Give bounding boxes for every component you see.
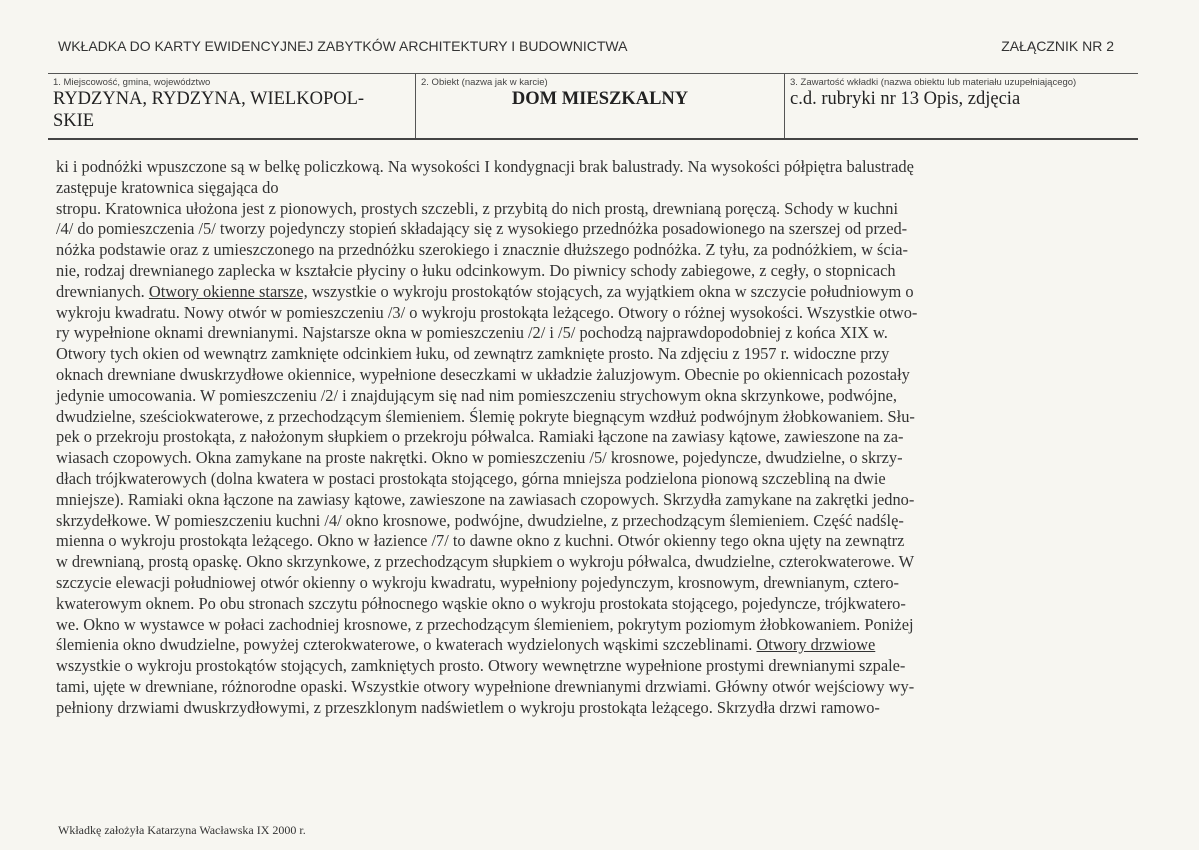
attachment-number: ZAŁĄCZNIK NR 2 bbox=[1001, 38, 1114, 54]
content-label: 3. Zawartość wkładki (nazwa obiektu lub materiału uzupełniającego) bbox=[790, 77, 1077, 88]
text-segment: drewnianych. bbox=[56, 281, 149, 301]
text-line: w drewnianą, prostą opaskę. Okno skrzynkowe, z przechodzącym słupkiem o wykroju półwalca, dwudzielne, czterokwaterowe. W bbox=[56, 552, 915, 572]
header-fields-table bbox=[48, 73, 1138, 140]
text-line bbox=[56, 635, 1096, 656]
content-field bbox=[785, 74, 1138, 138]
location-label: 1. Miejscowość, gmina, województwo bbox=[53, 77, 211, 88]
windows-heading: Otwory okienne starsze, bbox=[148, 281, 308, 301]
text-line: Otwory tych okien od wewnątrz zamknięte odcinkiem łuku, od zewnątrz zamknięte prosto. Na zdjęciu z 1957 r. widoczne przy bbox=[56, 344, 890, 364]
text-line: dłach trójkwaterowych (dolna kwatera w postaci prostokąta stojącego, górna mniejsza podzielona pionową szczebliną na dwie bbox=[56, 468, 886, 488]
object-value: DOM MIESZKALNY bbox=[511, 89, 689, 109]
text-line: mienna o wykroju prostokąta leżącego. Okno w łazience /7/ to dawne okno z kuchni. Otwór okienny tego okna ujęty na zewnątrz bbox=[56, 531, 905, 551]
description-text bbox=[56, 157, 1096, 719]
text-line: wszystkie o wykroju prostokątów stojących, zamkniętych prosto. Otwory wewnętrzne wypełnione prostymi drewnianymi szpale- bbox=[56, 656, 906, 676]
text-line: kwaterowym oknem. Po obu stronach szczytu północnego wąskie okno o wykroju prostokata stojącego, pojedyncze, trójkwatero- bbox=[56, 593, 906, 613]
text-line: nóżka podstawie oraz z umieszczonego na przednóżku szerokiego i znacznie dłuższego podnóżka. Z tyłu, za podnóżkiem, w ścia- bbox=[56, 240, 908, 260]
object-field bbox=[416, 74, 785, 138]
location-value-line2: SKIE bbox=[53, 111, 95, 131]
text-line: stropu. Kratownica ułożona jest z pionowych, prostych szczebli, z przybitą do nich prostą, drewnianą poręczą. Schody w kuchni bbox=[56, 198, 899, 218]
text-line: dwudzielne, sześciokwaterowe, z przechodzącym ślemieniem. Ślemię pokryte biegnącym wzdłuż podwójnym żłobkowaniem. Słu- bbox=[56, 406, 915, 426]
text-line: tami, ujęte w drewniane, różnorodne opaski. Wszystkie otwory wypełnione drewnianymi drzwiami. Główny otwór wejściowy wy- bbox=[56, 676, 915, 696]
text-line: oknach drewniane dwuskrzydłowe okiennice, wypełnione deseczkami w układzie żaluzjowym. Obecnie po okiennicach pozostały bbox=[56, 364, 910, 384]
text-line: skrzydełkowe. W pomieszczeniu kuchni /4/ okno krosnowe, podwójne, dwudzielne, z przechodzącym ślemieniem. Część nadślę- bbox=[56, 510, 904, 530]
text-line: we. Okno w wystawce w połaci zachodniej krosnowe, z przechodzącym ślemieniem, pokrytym poziomym żłobkowaniem. Poniżej bbox=[56, 614, 914, 634]
content-value: c.d. rubryki nr 13 Opis, zdjęcia bbox=[790, 89, 1021, 109]
text-line: pełniony drzwiami dwuskrzydłowymi, z przeszklonym nadświetlem o wykroju prostokąta leżącego. Skrzydła drzwi ramowo- bbox=[56, 697, 880, 717]
text-line: zastępuje kratownica sięgająca do bbox=[56, 177, 279, 197]
doors-heading: Otwory drzwiowe bbox=[756, 635, 876, 655]
text-line: ki i podnóżki wpuszczone są w belkę policzkową. Na wysokości I kondygnacji brak balustrady. Na wysokości półpiętra balustradę bbox=[56, 157, 914, 176]
location-value-line1: RYDZYNA, RYDZYNA, WIELKOPOL- bbox=[53, 89, 365, 109]
text-line: wiasach czopowych. Okna zamykane na proste nakrętki. Okno w pomieszczeniu /5/ krosnowe, pojedyncze, dwudzielne, o skrzy- bbox=[56, 448, 903, 468]
text-line bbox=[56, 282, 1096, 303]
text-line: ry wypełnione oknami drewnianymi. Najstarsze okna w pomieszczeniu /2/ i /5/ pochodzą najprawdopodobniej z końca XIX w. bbox=[56, 323, 888, 343]
text-line: jedynie umocowania. W pomieszczeniu /2/ i znajdującym się nad nim pomieszczeniu strychowym okna skrzynkowe, podwójne, bbox=[56, 385, 898, 405]
text-segment: ślemienia okno dwudzielne, powyżej czterokwaterowe, o kwaterach wydzielonych wąskimi szczeblinami. bbox=[56, 635, 757, 655]
location-value bbox=[48, 88, 415, 132]
form-title: WKŁADKA DO KARTY EWIDENCYJNEJ ZABYTKÓW ARCHITEKTURY I BUDOWNICTWA bbox=[58, 38, 628, 54]
author-note: Wkładkę założyła Katarzyna Wacławska IX 2000 r. bbox=[58, 823, 306, 837]
text-line: /4/ do pomieszczenia /5/ tworzy pojedynczy stopień składający się z wysokiego przednóżka posadowionego na szerszej od przed- bbox=[56, 219, 908, 239]
text-line: pek o przekroju prostokąta, z nałożonym słupkiem o przekroju półwalca. Ramiaki łączone na zawiasy kątowe, zawieszone na za- bbox=[56, 427, 904, 447]
text-segment: wszystkie o wykroju prostokątów stojących, za wyjątkiem okna w szczycie południowym o bbox=[307, 281, 914, 301]
text-line: szczycie elewacji południowej otwór okienny o wykroju kwadratu, wypełniony pojedynczym, krosnowym, drewnianym, cztero- bbox=[56, 572, 899, 592]
object-label: 2. Obiekt (nazwa jak w karcie) bbox=[421, 77, 548, 88]
text-line: mniejsze). Ramiaki okna łączone na zawiasy kątowe, zawieszone na zawiasach czopowych. Skrzydła zamykane na zakrętki jedno- bbox=[56, 489, 915, 509]
location-field bbox=[48, 74, 416, 138]
text-line: nie, rodzaj drewnianego zaplecka w kształcie płyciny o łuku odcinkowym. Do piwnicy schody zabiegowe, z cegły, o stopnicach bbox=[56, 260, 896, 280]
text-line: wykroju kwadratu. Nowy otwór w pomieszczeniu /3/ o wykroju prostokąta leżącego. Otwory o różnej wysokości. Wszystkie otwo- bbox=[56, 302, 918, 322]
